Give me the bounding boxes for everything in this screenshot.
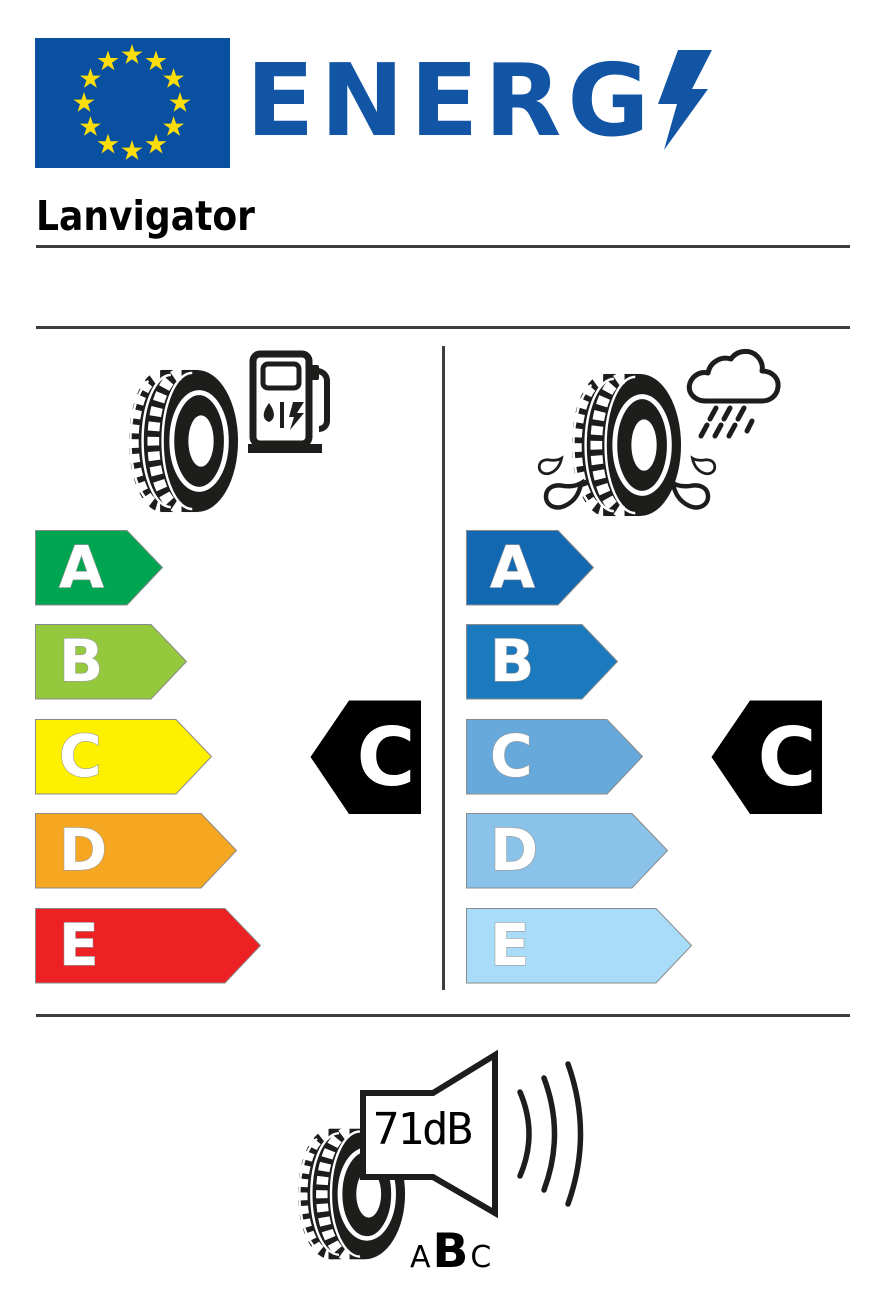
- eu-flag-icon: [35, 38, 230, 168]
- divider-line-vertical: [442, 346, 445, 990]
- water-splash-left-icon: [534, 455, 590, 513]
- fuel-rating-bar-c: [35, 719, 265, 795]
- fuel-rating-bar-b: [35, 624, 265, 700]
- fuel-rating-letter-a: A: [59, 533, 104, 601]
- noise-class-b-active: B: [432, 1224, 469, 1279]
- wet-grade-badge: [711, 700, 823, 815]
- wet-rating-letter-e: E: [490, 911, 530, 979]
- fuel-grade-badge: [310, 700, 422, 815]
- fuel-rating-letter-e: E: [59, 911, 99, 979]
- wet-grade-letter: C: [757, 711, 817, 804]
- wet-rating-letter-a: A: [490, 533, 535, 601]
- fuel-rating-letter-c: C: [59, 722, 102, 790]
- fuel-rating-letter-b: B: [59, 627, 104, 695]
- water-splash-right-icon: [664, 455, 720, 513]
- noise-value: 71dB: [373, 1104, 471, 1155]
- wet-rating-bar-d: [466, 813, 696, 889]
- noise-class-a: A: [410, 1240, 431, 1275]
- divider-line-top: [36, 245, 850, 248]
- wet-rating-bar-a: [466, 530, 696, 606]
- fuel-rating-bar-d: [35, 813, 265, 889]
- rain-cloud-icon: [682, 347, 784, 444]
- wet-rating-bar-c: [466, 719, 696, 795]
- fuel-rating-letter-d: D: [59, 816, 108, 884]
- energ-logo: [246, 42, 746, 159]
- fuel-rating-bar-e: [35, 908, 265, 984]
- fuel-tire-icon: [127, 367, 239, 515]
- rain-drops: [701, 408, 752, 436]
- wet-rating-bar-e: [466, 908, 696, 984]
- sound-waves-icon: [520, 1064, 581, 1204]
- wet-rating-letter-d: D: [490, 816, 539, 884]
- lightning-bolt-icon: [658, 50, 712, 150]
- noise-class-c: C: [470, 1240, 492, 1275]
- fuel-grade-letter: C: [356, 711, 416, 804]
- divider-line-bottom: [36, 1014, 850, 1017]
- wet-rating-bar-b: [466, 624, 696, 700]
- wet-rating-letter-b: B: [490, 627, 535, 695]
- fuel-rating-bar-a: [35, 530, 265, 606]
- divider-line-middle: [36, 326, 850, 329]
- wet-rating-letter-c: C: [490, 722, 533, 790]
- energ-logo-text: ENERG: [246, 42, 656, 159]
- fuel-pump-icon: [248, 349, 336, 453]
- noise-class-scale: [410, 1224, 491, 1279]
- brand-name: Lanvigator: [36, 192, 255, 240]
